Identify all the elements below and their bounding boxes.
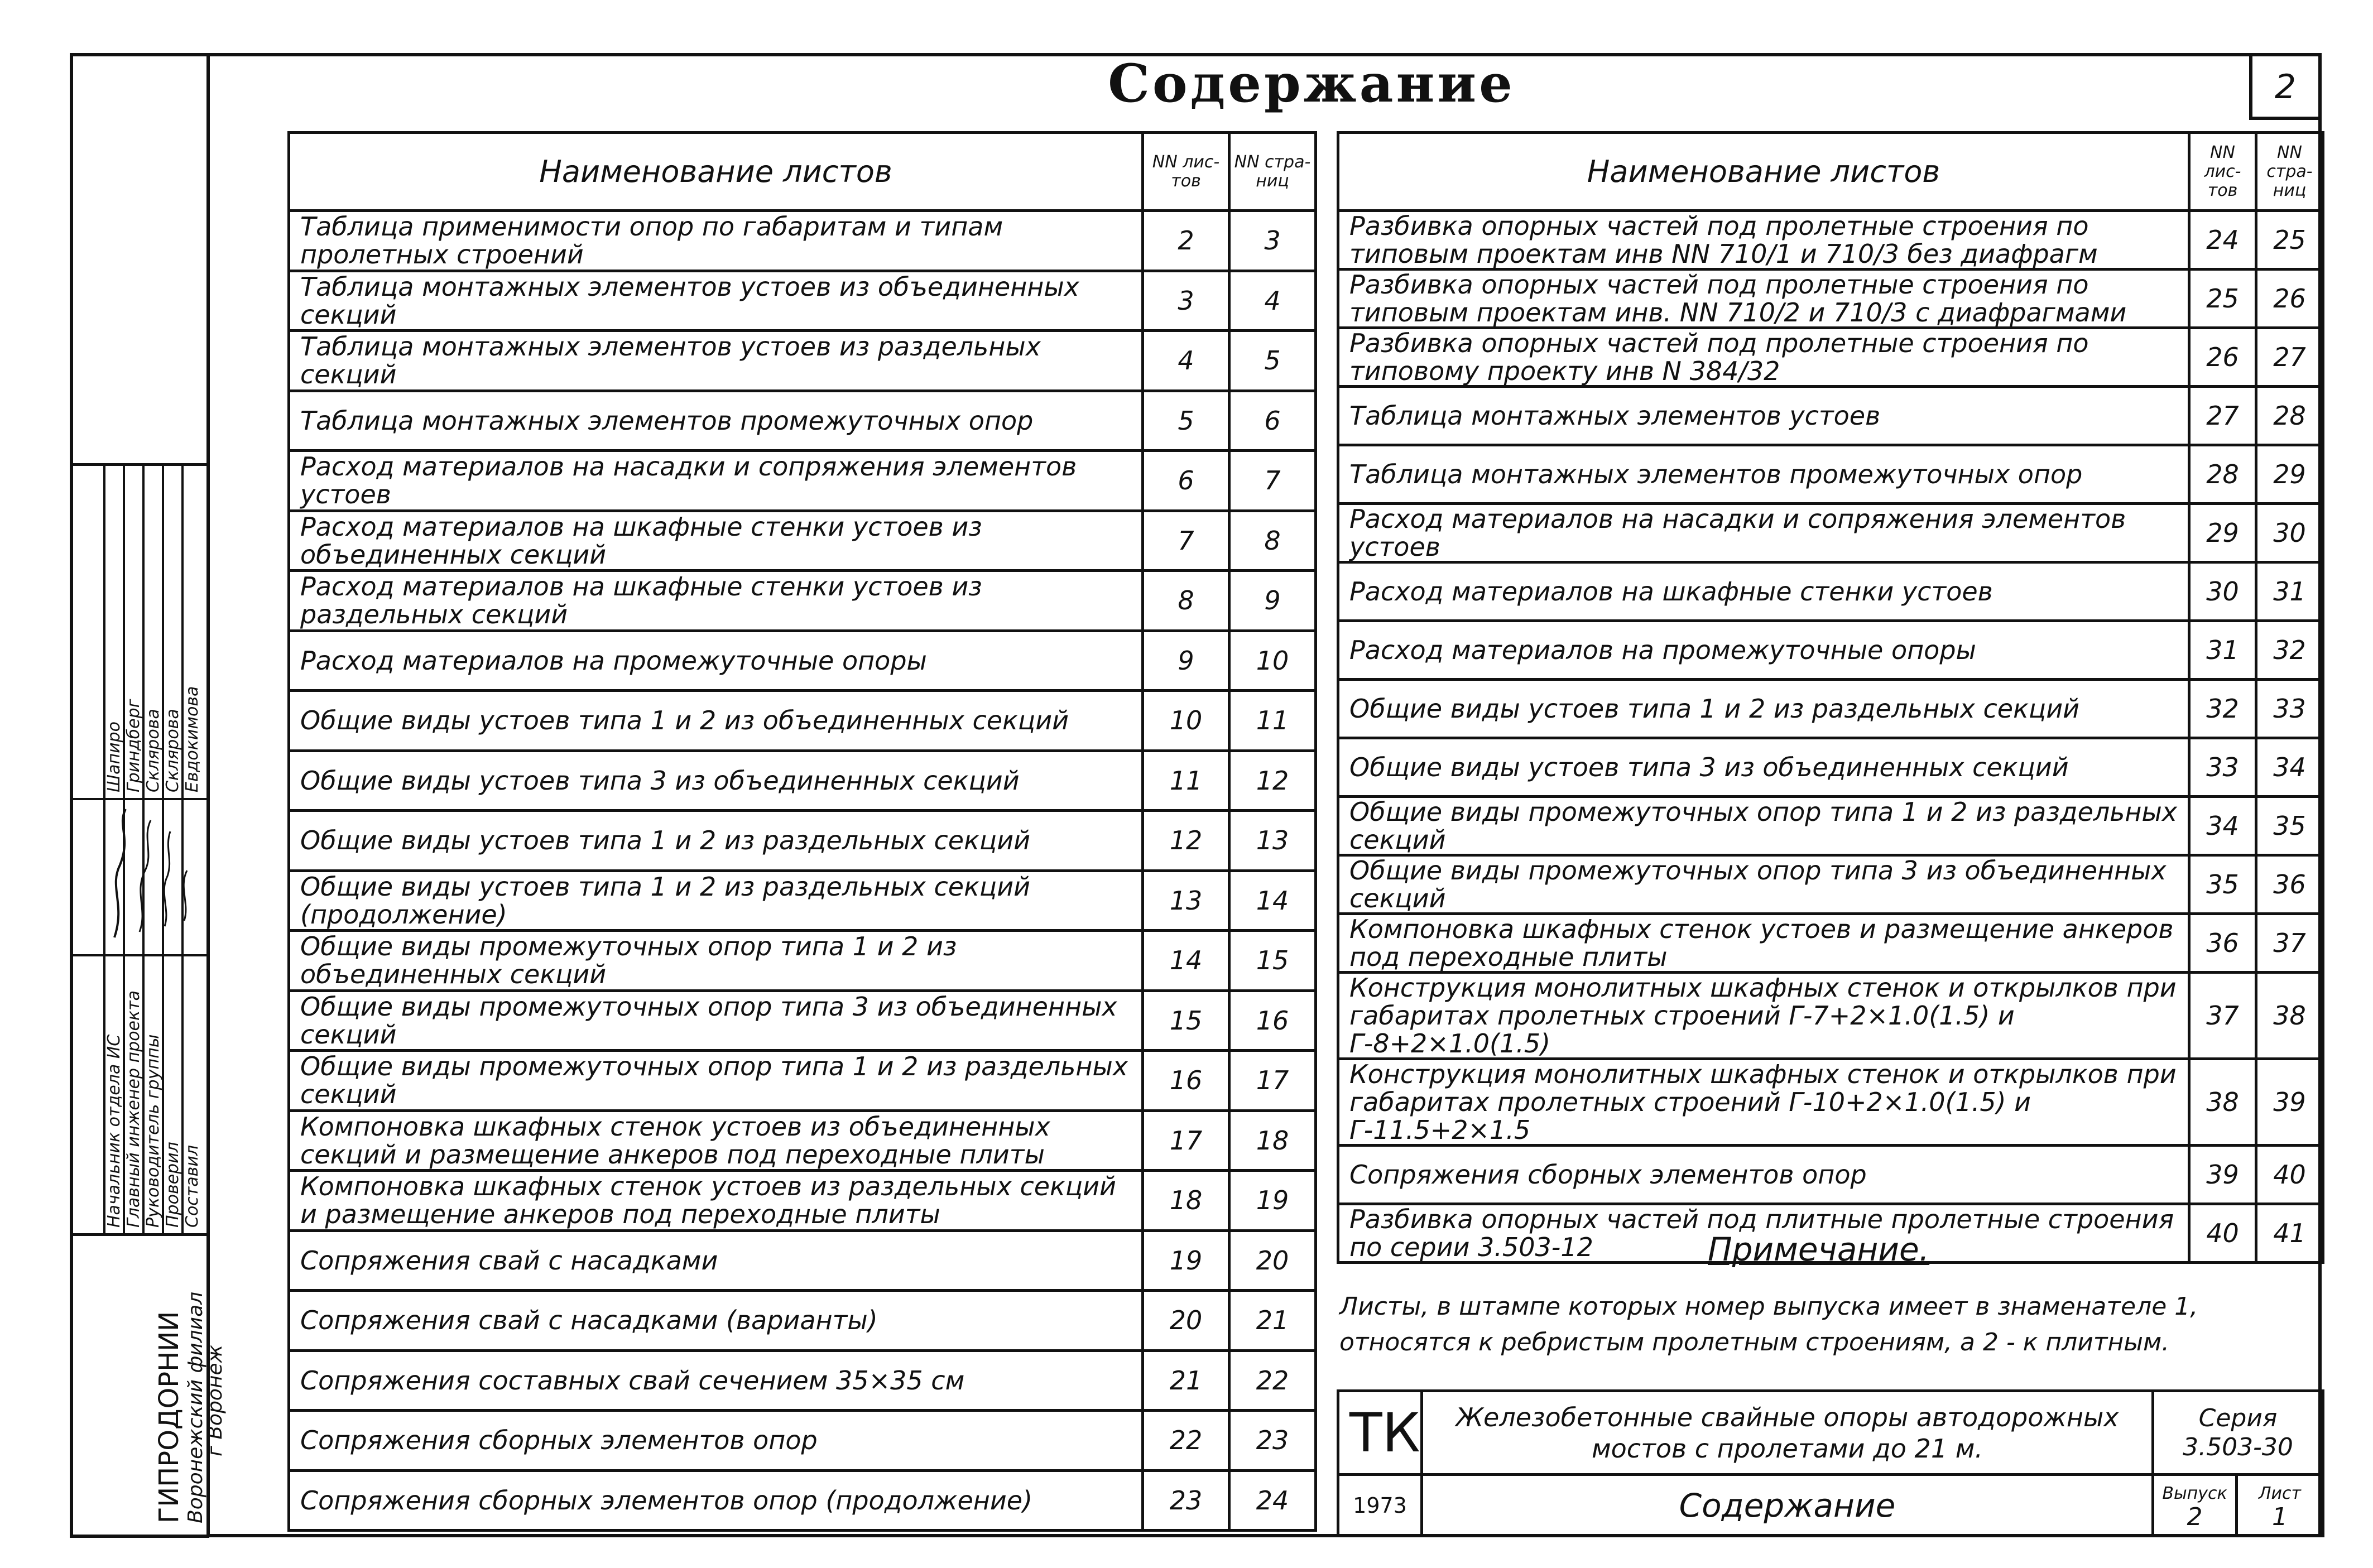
row-sheet-number: 35 bbox=[2189, 855, 2256, 914]
row-page-number: 38 bbox=[2256, 973, 2323, 1059]
row-page-number: 7 bbox=[1229, 451, 1316, 511]
row-name: Таблица монтажных элементов устоев bbox=[1338, 387, 2189, 445]
row-page-number: 29 bbox=[2256, 445, 2323, 504]
contents-table-left bbox=[287, 131, 1317, 1532]
note-heading: Примечание. bbox=[1708, 1230, 1930, 1268]
table-row bbox=[289, 1051, 1316, 1111]
column-header-name: Наименование листов bbox=[289, 133, 1143, 211]
name-4: Склярова bbox=[163, 709, 182, 792]
row-sheet-number: 31 bbox=[2189, 621, 2256, 680]
table-row bbox=[289, 1171, 1316, 1231]
table-row bbox=[1338, 680, 2323, 738]
name-5: Евдокимова bbox=[182, 686, 202, 792]
row-page-number: 12 bbox=[1229, 751, 1316, 811]
row-sheet-number: 32 bbox=[2189, 680, 2256, 738]
role-1: Начальник отдела ИС bbox=[104, 1034, 124, 1228]
row-name: Сопряжения сборных элементов опор bbox=[289, 1411, 1143, 1471]
row-sheet-number: 20 bbox=[1143, 1291, 1229, 1351]
table-row bbox=[1338, 504, 2323, 562]
row-name: Общие виды промежуточных опор типа 3 из объединенных секций bbox=[1338, 855, 2189, 914]
row-name: Расход материалов на промежуточные опоры bbox=[1338, 621, 2189, 680]
role-4: Проверил bbox=[163, 1142, 182, 1228]
role-5: Составил bbox=[182, 1144, 202, 1228]
row-sheet-number: 23 bbox=[1143, 1470, 1229, 1531]
row-page-number: 37 bbox=[2256, 914, 2323, 973]
name-3: Склярова bbox=[143, 709, 163, 792]
row-name: Общие виды устоев типа 1 и 2 из объединенных секций bbox=[289, 691, 1143, 751]
signature-marks bbox=[103, 804, 204, 949]
table-row bbox=[1338, 797, 2323, 855]
row-page-number: 27 bbox=[2256, 328, 2323, 387]
row-name: Сопряжения свай с насадками (варианты) bbox=[289, 1291, 1143, 1351]
table-row bbox=[1338, 621, 2323, 680]
row-name: Сопряжения свай с насадками bbox=[289, 1230, 1143, 1291]
table-row bbox=[289, 571, 1316, 631]
org-branch: Воронежский филиал bbox=[184, 1291, 207, 1523]
row-page-number: 11 bbox=[1229, 691, 1316, 751]
row-sheet-number: 18 bbox=[1143, 1171, 1229, 1231]
row-sheet-number: 7 bbox=[1143, 511, 1229, 571]
table-row bbox=[289, 691, 1316, 751]
table-row bbox=[289, 211, 1316, 271]
name-2: Гриндберг bbox=[124, 699, 143, 792]
row-name: Общие виды промежуточных опор типа 3 из объединенных секций bbox=[289, 990, 1143, 1051]
row-sheet-number: 21 bbox=[1143, 1350, 1229, 1411]
row-name: Разбивка опорных частей под пролетные строения по типовому проекту инв N 384/32 bbox=[1338, 328, 2189, 387]
series-label: Серия bbox=[2198, 1403, 2278, 1432]
row-sheet-number: 38 bbox=[2189, 1059, 2256, 1146]
row-name: Расход материалов на шкафные стенки устоев bbox=[1338, 562, 2189, 621]
row-name: Общие виды устоев типа 1 и 2 из раздельных секций bbox=[1338, 680, 2189, 738]
stamp-description: Железобетонные свайные опоры автодорожных мостов с пролетами до 21 м. bbox=[1422, 1391, 2153, 1475]
row-page-number: 19 bbox=[1229, 1171, 1316, 1231]
row-sheet-number: 11 bbox=[1143, 751, 1229, 811]
row-sheet-number: 16 bbox=[1143, 1051, 1229, 1111]
table-row bbox=[289, 751, 1316, 811]
stamp-sheet bbox=[2237, 1475, 2323, 1536]
page-title: Содержание bbox=[1108, 53, 1515, 114]
row-page-number: 3 bbox=[1229, 211, 1316, 271]
binding-margin-top bbox=[70, 53, 209, 56]
name-1: Шапиро bbox=[104, 722, 124, 792]
table-row bbox=[1338, 1059, 2323, 1146]
table-row bbox=[289, 631, 1316, 691]
table-row bbox=[1338, 211, 2323, 270]
sheet-label: Лист bbox=[2258, 1483, 2302, 1503]
row-page-number: 17 bbox=[1229, 1051, 1316, 1111]
row-sheet-number: 37 bbox=[2189, 973, 2256, 1059]
sheet-number-box bbox=[2249, 53, 2322, 120]
table-row bbox=[1338, 855, 2323, 914]
table-row bbox=[289, 271, 1316, 331]
sheet-number: 2 bbox=[2274, 68, 2297, 107]
row-page-number: 31 bbox=[2256, 562, 2323, 621]
row-sheet-number: 27 bbox=[2189, 387, 2256, 445]
row-name: Сопряжения составных свай сечением 35×35 см bbox=[289, 1350, 1143, 1411]
row-name: Разбивка опорных частей под плитные пролетные строения по серии 3.503-12 bbox=[1338, 1204, 2189, 1263]
row-page-number: 4 bbox=[1229, 271, 1316, 331]
row-sheet-number: 24 bbox=[2189, 211, 2256, 270]
table-row bbox=[289, 1470, 1316, 1531]
row-sheet-number: 28 bbox=[2189, 445, 2256, 504]
row-name: Компоновка шкафных стенок устоев и размещение анкеров под переходные плиты bbox=[1338, 914, 2189, 973]
table-row bbox=[289, 451, 1316, 511]
row-name: Разбивка опорных частей под пролетные строения по типовым проектам инв NN 710/1 и 710/3 без диафрагм bbox=[1338, 211, 2189, 270]
table-row bbox=[1338, 328, 2323, 387]
row-name: Общие виды промежуточных опор типа 1 и 2 из объединенных секций bbox=[289, 931, 1143, 991]
row-sheet-number: 40 bbox=[2189, 1204, 2256, 1263]
row-sheet-number: 26 bbox=[2189, 328, 2256, 387]
row-sheet-number: 33 bbox=[2189, 738, 2256, 797]
row-name: Сопряжения сборных элементов опор bbox=[1338, 1146, 2189, 1204]
row-page-number: 22 bbox=[1229, 1350, 1316, 1411]
role-3: Руководитель группы bbox=[143, 1034, 163, 1228]
row-sheet-number: 8 bbox=[1143, 571, 1229, 631]
row-sheet-number: 19 bbox=[1143, 1230, 1229, 1291]
row-name: Компоновка шкафных стенок устоев из объединенных секций и размещение анкеров под переходные плиты bbox=[289, 1110, 1143, 1171]
row-page-number: 9 bbox=[1229, 571, 1316, 631]
row-sheet-number: 15 bbox=[1143, 990, 1229, 1051]
table-row bbox=[289, 1350, 1316, 1411]
row-page-number: 14 bbox=[1229, 870, 1316, 931]
row-name: Расход материалов на насадки и сопряжения элементов устоев bbox=[1338, 504, 2189, 562]
row-page-number: 24 bbox=[1229, 1470, 1316, 1531]
column-header-sheet: NN лис- тов bbox=[2189, 133, 2256, 211]
row-name: Компоновка шкафных стенок устоев из раздельных секций и размещение анкеров под переходные плиты bbox=[289, 1171, 1143, 1231]
row-sheet-number: 13 bbox=[1143, 870, 1229, 931]
title-block bbox=[1337, 1389, 2324, 1537]
table-row bbox=[289, 870, 1316, 931]
row-page-number: 30 bbox=[2256, 504, 2323, 562]
row-name: Расход материалов на шкафные стенки устоев из объединенных секций bbox=[289, 511, 1143, 571]
row-name: Общие виды устоев типа 3 из объединенных секций bbox=[289, 751, 1143, 811]
row-name: Общие виды устоев типа 1 и 2 из раздельных секций bbox=[289, 811, 1143, 871]
row-page-number: 8 bbox=[1229, 511, 1316, 571]
row-name: Расход материалов на насадки и сопряжения элементов устоев bbox=[289, 451, 1143, 511]
row-sheet-number: 36 bbox=[2189, 914, 2256, 973]
table-row bbox=[289, 1411, 1316, 1471]
row-sheet-number: 9 bbox=[1143, 631, 1229, 691]
issue-label: Выпуск bbox=[2162, 1483, 2227, 1503]
org-city: г Воронеж bbox=[204, 1344, 227, 1456]
column-header-name: Наименование листов bbox=[1338, 133, 2189, 211]
stamp-issue bbox=[2153, 1475, 2237, 1536]
stamp-sheet-title: Содержание bbox=[1422, 1475, 2153, 1536]
role-2: Главный инженер проекта bbox=[124, 990, 143, 1228]
row-page-number: 25 bbox=[2256, 211, 2323, 270]
table-row bbox=[289, 511, 1316, 571]
row-page-number: 32 bbox=[2256, 621, 2323, 680]
row-sheet-number: 30 bbox=[2189, 562, 2256, 621]
row-name: Таблица монтажных элементов устоев из раздельных секций bbox=[289, 331, 1143, 391]
table-row bbox=[289, 811, 1316, 871]
row-sheet-number: 12 bbox=[1143, 811, 1229, 871]
row-page-number: 33 bbox=[2256, 680, 2323, 738]
table-row bbox=[1338, 738, 2323, 797]
row-page-number: 16 bbox=[1229, 990, 1316, 1051]
row-page-number: 20 bbox=[1229, 1230, 1316, 1291]
row-name: Сопряжения сборных элементов опор (продолжение) bbox=[289, 1470, 1143, 1531]
row-sheet-number: 10 bbox=[1143, 691, 1229, 751]
issue-value: 2 bbox=[2187, 1502, 2203, 1531]
row-name: Таблица монтажных элементов промежуточных опор bbox=[289, 391, 1143, 451]
stamp-series bbox=[2153, 1391, 2323, 1475]
column-header-sheet: NN лис- тов bbox=[1143, 133, 1229, 211]
stamp-year: 1973 bbox=[1338, 1475, 1422, 1536]
row-name: Расход материалов на шкафные стенки устоев из раздельных секций bbox=[289, 571, 1143, 631]
row-name: Таблица применимости опор по габаритам и типам пролетных строений bbox=[289, 211, 1143, 271]
row-name: Таблица монтажных элементов промежуточных опор bbox=[1338, 445, 2189, 504]
table-row bbox=[1338, 387, 2323, 445]
note-text: Листы, в штампе которых номер выпуска имеет в знаменателе 1, относятся к ребристым пролетным строениям, а 2 - к плитным. bbox=[1339, 1292, 2198, 1357]
row-page-number: 41 bbox=[2256, 1204, 2323, 1263]
row-page-number: 36 bbox=[2256, 855, 2323, 914]
row-sheet-number: 39 bbox=[2189, 1146, 2256, 1204]
stamp-code: ТК bbox=[1338, 1391, 1422, 1475]
row-name: Общие виды устоев типа 3 из объединенных секций bbox=[1338, 738, 2189, 797]
table-row bbox=[1338, 1146, 2323, 1204]
column-header-page: NN стра- ниц bbox=[1229, 133, 1316, 211]
table-row bbox=[289, 391, 1316, 451]
row-sheet-number: 17 bbox=[1143, 1110, 1229, 1171]
table-row bbox=[1338, 562, 2323, 621]
table-row bbox=[289, 931, 1316, 991]
table-row bbox=[289, 1110, 1316, 1171]
row-sheet-number: 25 bbox=[2189, 270, 2256, 328]
row-page-number: 40 bbox=[2256, 1146, 2323, 1204]
row-name: Разбивка опорных частей под пролетные строения по типовым проектам инв. NN 710/2 и 710/3 с диафрагмами bbox=[1338, 270, 2189, 328]
row-page-number: 10 bbox=[1229, 631, 1316, 691]
row-name: Таблица монтажных элементов устоев из объединенных секций bbox=[289, 271, 1143, 331]
table-row bbox=[289, 990, 1316, 1051]
row-page-number: 13 bbox=[1229, 811, 1316, 871]
table-row bbox=[1338, 914, 2323, 973]
row-page-number: 21 bbox=[1229, 1291, 1316, 1351]
table-row bbox=[289, 1230, 1316, 1291]
row-page-number: 34 bbox=[2256, 738, 2323, 797]
table-row bbox=[289, 1291, 1316, 1351]
column-header-page: NN стра- ниц bbox=[2256, 133, 2323, 211]
row-page-number: 18 bbox=[1229, 1110, 1316, 1171]
org-name: ГИПРОДОРНИИ bbox=[153, 1311, 185, 1523]
table-row bbox=[289, 331, 1316, 391]
row-name: Общие виды промежуточных опор типа 1 и 2 из раздельных секций bbox=[1338, 797, 2189, 855]
row-page-number: 5 bbox=[1229, 331, 1316, 391]
row-page-number: 23 bbox=[1229, 1411, 1316, 1471]
row-sheet-number: 34 bbox=[2189, 797, 2256, 855]
row-page-number: 15 bbox=[1229, 931, 1316, 991]
row-name: Конструкция монолитных шкафных стенок и открылков при габаритах пролетных строений Г-7+2×1.0(1.5) и Г-8+2×1.0(1.5) bbox=[1338, 973, 2189, 1059]
table-row bbox=[1338, 270, 2323, 328]
row-sheet-number: 22 bbox=[1143, 1411, 1229, 1471]
table-row bbox=[1338, 973, 2323, 1059]
row-sheet-number: 3 bbox=[1143, 271, 1229, 331]
sheet-value: 1 bbox=[2272, 1502, 2288, 1531]
contents-table-right bbox=[1337, 131, 2324, 1264]
row-sheet-number: 4 bbox=[1143, 331, 1229, 391]
row-page-number: 28 bbox=[2256, 387, 2323, 445]
row-sheet-number: 2 bbox=[1143, 211, 1229, 271]
row-sheet-number: 6 bbox=[1143, 451, 1229, 511]
row-page-number: 26 bbox=[2256, 270, 2323, 328]
row-name: Общие виды промежуточных опор типа 1 и 2 из раздельных секций bbox=[289, 1051, 1143, 1111]
row-sheet-number: 14 bbox=[1143, 931, 1229, 991]
row-page-number: 39 bbox=[2256, 1059, 2323, 1146]
approval-block bbox=[70, 463, 227, 1537]
row-name: Общие виды устоев типа 1 и 2 из раздельных секций (продолжение) bbox=[289, 870, 1143, 931]
series-value: 3.503-30 bbox=[2183, 1432, 2293, 1461]
row-name: Конструкция монолитных шкафных стенок и открылков при габаритах пролетных строений Г-10+2×1.0(1.5) и Г-11.5+2×1.5 bbox=[1338, 1059, 2189, 1146]
table-row bbox=[1338, 445, 2323, 504]
row-sheet-number: 5 bbox=[1143, 391, 1229, 451]
row-sheet-number: 29 bbox=[2189, 504, 2256, 562]
row-page-number: 35 bbox=[2256, 797, 2323, 855]
row-name: Расход материалов на промежуточные опоры bbox=[289, 631, 1143, 691]
row-page-number: 6 bbox=[1229, 391, 1316, 451]
